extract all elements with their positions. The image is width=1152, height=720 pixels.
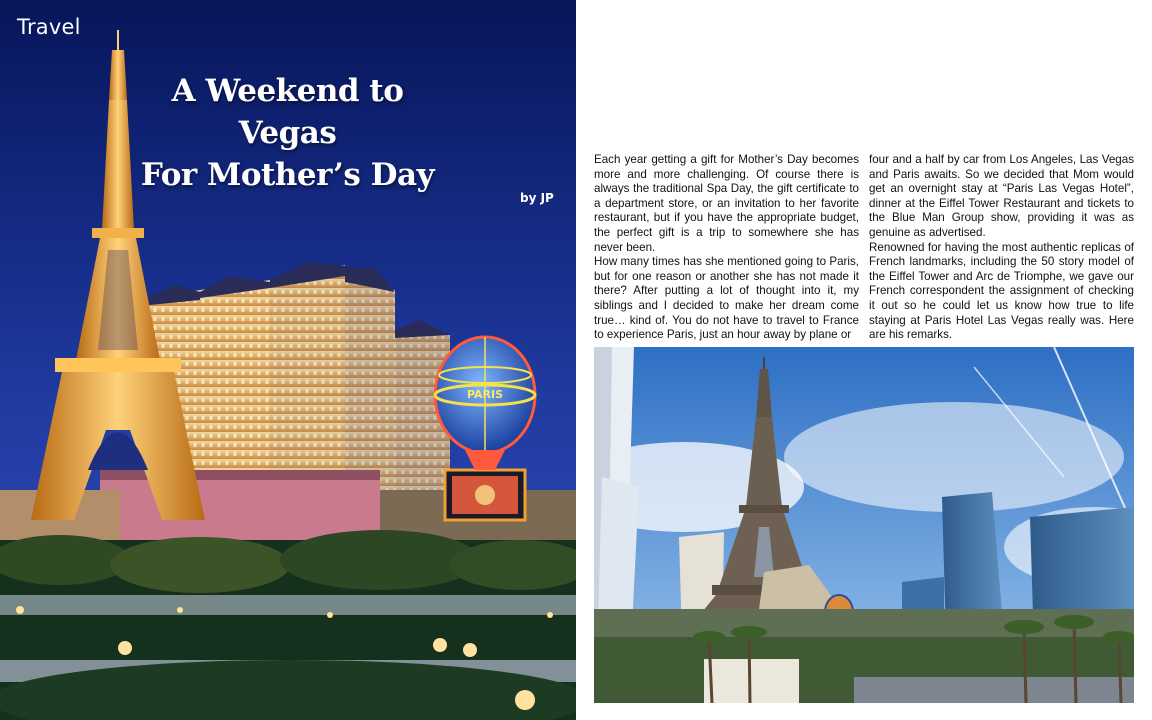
right-page <box>576 0 1152 720</box>
title-line-2: For Mother’s Day <box>140 157 435 193</box>
day-photo <box>594 347 1134 703</box>
day-photo-image <box>594 347 1134 703</box>
article-body <box>594 153 1134 343</box>
section-label: Travel <box>17 15 81 39</box>
title-line-1: A Weekend to Vegas <box>171 73 404 151</box>
paragraph-2: How many times has she mentioned going to Paris, but for one reason or another she has not made it there? After putting a lot of thought into it, my siblings and I decided to make her dream come true… kind of. You do not have to travel to France to experience Paris, just an hour away by plane or <box>594 255 859 342</box>
paragraph-1: Each year getting a gift for Mother’s Day becomes more and more challenging. Of course there is always the traditional Spa Day, the gift certificate to a department store, or an invitation to her favorite restaurant, but if you have the appropriate budget, the perfect gift is a trip to somewhere she has never been. <box>594 153 859 254</box>
balloon-sign-text: PARIS <box>466 388 504 401</box>
text-column-left <box>594 153 859 343</box>
article-title <box>120 70 455 196</box>
text-column-right <box>869 153 1134 343</box>
paragraph-3: four and a half by car from Los Angeles, Las Vegas and Paris awaits. So we decided that Mom would get an overnight stay at “Paris Las Vegas Hotel”, dinner at the Eiffel Tower Restaurant and tickets to the Blue Man Group show, providing it was as genuine as advertised. <box>869 153 1134 239</box>
paragraph-4: Renowned for having the most authentic replicas of French landmarks, including the 50 story model of the Eiffel Tower and Arc de Triomphe, we gave our French correspondent the assignment of checking it out so he could let us know how true to life staying at Paris Hotel Las Vegas really was. Here are his remarks. <box>869 240 1134 342</box>
byline: by JP <box>520 191 554 205</box>
foreground-trees <box>0 530 576 720</box>
